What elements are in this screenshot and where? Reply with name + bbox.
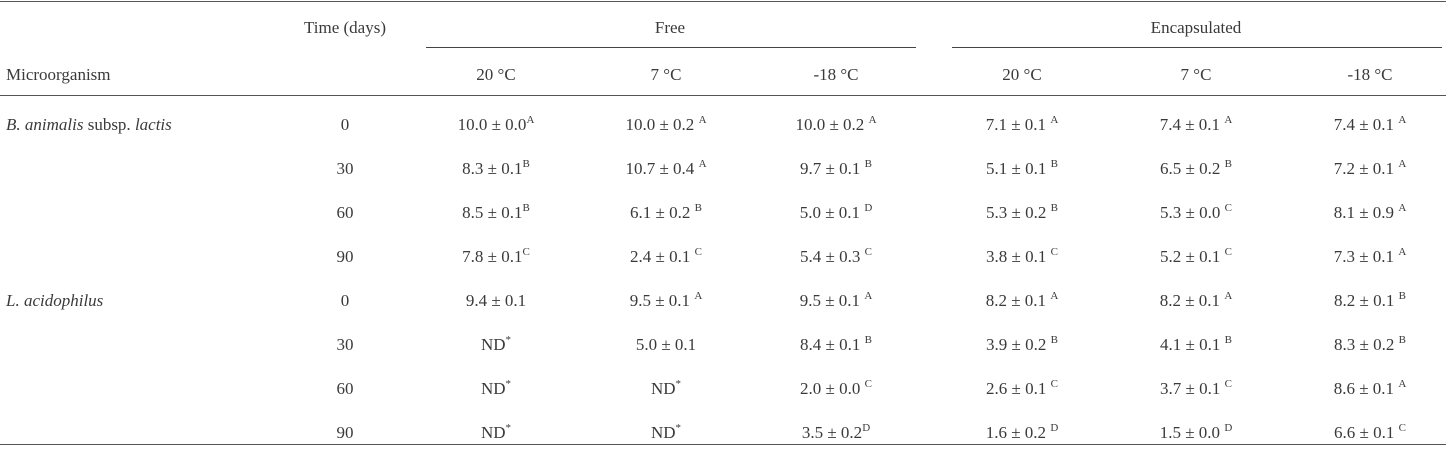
organism-name-italic: lactis: [134, 115, 172, 134]
time-cell: 60: [336, 203, 354, 222]
cell-value: 8.1 ± 0.9: [1333, 203, 1399, 222]
significance-letter: D: [864, 202, 873, 214]
organism-name-plain: subsp.: [83, 115, 135, 134]
value-cell: [800, 335, 872, 357]
organism-label-b-animalis: [6, 115, 172, 135]
cell-value: 5.0 ± 0.1: [799, 203, 865, 222]
cell-value: 3.7 ± 0.1: [1160, 379, 1225, 398]
temperature-column-header: 7 °C: [1180, 65, 1212, 84]
temperature-column-header: 20 °C: [1002, 65, 1042, 84]
value-cell: [651, 423, 681, 445]
significance-letter: B: [1398, 290, 1406, 302]
header-bottom-rule: [0, 95, 1446, 96]
cell-value: 10.0 ± 0.0: [457, 115, 527, 134]
value-cell: [1160, 115, 1233, 137]
time-cell: 0: [340, 291, 350, 310]
significance-letter: C: [1398, 422, 1406, 434]
cell-value: 5.3 ± 0.2: [986, 203, 1051, 222]
temperature-column-header: -18 °C: [1347, 65, 1393, 84]
cell-value: 8.2 ± 0.1: [1334, 291, 1399, 310]
value-cell: [462, 159, 530, 181]
significance-letter: B: [864, 334, 872, 346]
cell-value: 6.6 ± 0.1: [1334, 423, 1399, 442]
value-cell: [986, 335, 1058, 357]
organism-name-italic: B. animalis: [6, 115, 84, 134]
cell-value: ND: [650, 423, 676, 442]
cell-value: 8.6 ± 0.1: [1333, 379, 1399, 398]
cell-value: 2.4 ± 0.1: [630, 247, 695, 266]
value-cell: [800, 203, 873, 225]
cell-value: 7.4 ± 0.1: [1159, 115, 1225, 134]
significance-letter: A: [1398, 378, 1407, 390]
significance-letter: B: [1224, 158, 1232, 170]
significance-letter: C: [1050, 246, 1058, 258]
encapsulated-group-header: Encapsulated: [1150, 18, 1242, 37]
cell-value: ND: [480, 335, 506, 354]
value-cell: [1334, 291, 1406, 313]
time-cell: 0: [340, 115, 350, 134]
cell-value: 8.3 ± 0.2: [1334, 335, 1399, 354]
significance-letter: D: [1050, 422, 1059, 434]
cell-value: 2.6 ± 0.1: [986, 379, 1051, 398]
significance-letter: A: [1398, 202, 1407, 214]
value-cell: [630, 247, 702, 269]
value-cell: [462, 247, 530, 269]
cell-value: ND: [480, 423, 506, 442]
organism-label-l-acidophilus: [6, 291, 103, 311]
table-top-rule: [0, 1, 1446, 2]
cell-value: 6.1 ± 0.2: [630, 203, 695, 222]
value-cell: [1160, 247, 1232, 269]
cell-value: 8.4 ± 0.1: [800, 335, 865, 354]
organism-name-italic: L. acidophilus: [6, 291, 104, 310]
cell-value: 7.1 ± 0.1: [985, 115, 1051, 134]
time-cell: 90: [336, 423, 354, 442]
value-cell: [1160, 203, 1232, 225]
value-cell: [802, 423, 870, 445]
significance-letter: A: [1050, 114, 1059, 126]
cell-value: 8.3 ± 0.1: [462, 159, 523, 178]
cell-value: 7.3 ± 0.1: [1333, 247, 1399, 266]
value-cell: [1334, 379, 1407, 401]
value-cell: [1160, 291, 1233, 313]
significance-letter: C: [522, 246, 530, 258]
microorganism-column-header: Microorganism: [6, 65, 111, 84]
value-cell: [1160, 335, 1232, 357]
value-cell: [1160, 379, 1232, 401]
value-cell: [458, 115, 535, 137]
value-cell: [625, 159, 706, 181]
cell-value: 9.5 ± 0.1: [629, 291, 695, 310]
cell-value: 9.5 ± 0.1: [799, 291, 865, 310]
value-cell: [466, 291, 526, 311]
cell-value: 10.0 ± 0.2: [625, 115, 699, 134]
significance-letter: A: [1398, 246, 1407, 258]
cell-value: 7.8 ± 0.1: [462, 247, 523, 266]
value-cell: [1334, 247, 1407, 269]
value-cell: [986, 159, 1058, 181]
value-cell: [986, 423, 1059, 445]
significance-letter: A: [698, 158, 707, 170]
cell-value: 8.2 ± 0.1: [1159, 291, 1225, 310]
value-cell: [630, 203, 702, 225]
value-cell: [800, 291, 873, 313]
encapsulated-group-underline: [952, 47, 1442, 48]
significance-letter: *: [675, 378, 682, 390]
significance-letter: *: [675, 422, 682, 434]
significance-letter: *: [505, 422, 512, 434]
significance-letter: C: [864, 246, 872, 258]
cell-value: 10.0 ± 0.2: [795, 115, 869, 134]
value-cell: [1334, 203, 1407, 225]
significance-letter: A: [1398, 114, 1407, 126]
cell-value: 3.9 ± 0.2: [986, 335, 1051, 354]
value-cell: [986, 379, 1058, 401]
significance-letter: C: [1050, 378, 1058, 390]
significance-letter: A: [1224, 114, 1233, 126]
value-cell: [986, 203, 1058, 225]
value-cell: [986, 247, 1058, 269]
value-cell: [800, 379, 872, 401]
significance-letter: B: [864, 158, 872, 170]
cell-value: 6.5 ± 0.2: [1160, 159, 1225, 178]
temperature-column-header: 20 °C: [476, 65, 516, 84]
significance-letter: A: [526, 114, 535, 126]
cell-value: 7.4 ± 0.1: [1333, 115, 1399, 134]
cell-value: 8.5 ± 0.1: [462, 203, 523, 222]
significance-letter: A: [864, 290, 873, 302]
cell-value: 1.5 ± 0.0: [1159, 423, 1225, 442]
value-cell: [651, 379, 681, 401]
value-cell: [986, 115, 1059, 137]
significance-letter: C: [864, 378, 872, 390]
significance-letter: A: [1398, 158, 1407, 170]
value-cell: [1334, 335, 1406, 357]
significance-letter: B: [522, 158, 530, 170]
significance-letter: B: [1050, 158, 1058, 170]
significance-letter: B: [1050, 202, 1058, 214]
time-cell: 60: [336, 379, 354, 398]
cell-value: 4.1 ± 0.1: [1160, 335, 1225, 354]
time-cell: 30: [336, 335, 354, 354]
value-cell: [481, 379, 511, 401]
significance-letter: A: [694, 290, 703, 302]
cell-value: 1.6 ± 0.2: [985, 423, 1051, 442]
cell-value: 5.2 ± 0.1: [1160, 247, 1225, 266]
value-cell: [795, 115, 876, 137]
value-cell: [481, 423, 511, 445]
significance-letter: A: [1050, 290, 1059, 302]
cell-value: 5.0 ± 0.1: [635, 335, 697, 354]
cell-value: 5.4 ± 0.3: [800, 247, 865, 266]
value-cell: [481, 335, 511, 357]
time-cell: 90: [336, 247, 354, 266]
time-column-header: Time (days): [303, 18, 387, 37]
significance-letter: A: [868, 114, 877, 126]
significance-letter: C: [1224, 378, 1232, 390]
value-cell: [1334, 159, 1407, 181]
value-cell: [625, 115, 706, 137]
time-cell: 30: [336, 159, 354, 178]
value-cell: [462, 203, 530, 225]
significance-letter: C: [1224, 202, 1232, 214]
cell-value: 3.5 ± 0.2: [801, 423, 863, 442]
significance-letter: B: [1050, 334, 1058, 346]
cell-value: 9.4 ± 0.1: [465, 291, 527, 310]
value-cell: [630, 291, 703, 313]
significance-letter: C: [1224, 246, 1232, 258]
value-cell: [800, 247, 872, 269]
cell-value: 2.0 ± 0.0: [800, 379, 865, 398]
value-cell: [1160, 423, 1233, 445]
value-cell: [986, 291, 1059, 313]
significance-letter: *: [505, 334, 512, 346]
value-cell: [1334, 423, 1406, 445]
cell-value: 5.3 ± 0.0: [1160, 203, 1225, 222]
value-cell: [1160, 159, 1232, 181]
significance-letter: D: [1224, 422, 1233, 434]
temperature-column-header: -18 °C: [813, 65, 859, 84]
cell-value: 8.2 ± 0.1: [985, 291, 1051, 310]
free-group-header: Free: [654, 18, 686, 37]
cell-value: 5.1 ± 0.1: [986, 159, 1051, 178]
significance-letter: B: [1224, 334, 1232, 346]
significance-letter: B: [522, 202, 530, 214]
significance-letter: A: [1224, 290, 1233, 302]
significance-letter: D: [862, 422, 871, 434]
significance-letter: B: [1398, 334, 1406, 346]
cell-value: ND: [480, 379, 506, 398]
value-cell: [636, 335, 696, 355]
cell-value: 3.8 ± 0.1: [986, 247, 1051, 266]
significance-letter: C: [694, 246, 702, 258]
cell-value: ND: [650, 379, 676, 398]
value-cell: [1334, 115, 1407, 137]
significance-letter: B: [694, 202, 702, 214]
cell-value: 10.7 ± 0.4: [625, 159, 699, 178]
significance-letter: A: [698, 114, 707, 126]
significance-letter: *: [505, 378, 512, 390]
value-cell: [800, 159, 872, 181]
cell-value: 9.7 ± 0.1: [800, 159, 865, 178]
free-group-underline: [426, 47, 916, 48]
temperature-column-header: 7 °C: [650, 65, 682, 84]
cell-value: 7.2 ± 0.1: [1333, 159, 1399, 178]
